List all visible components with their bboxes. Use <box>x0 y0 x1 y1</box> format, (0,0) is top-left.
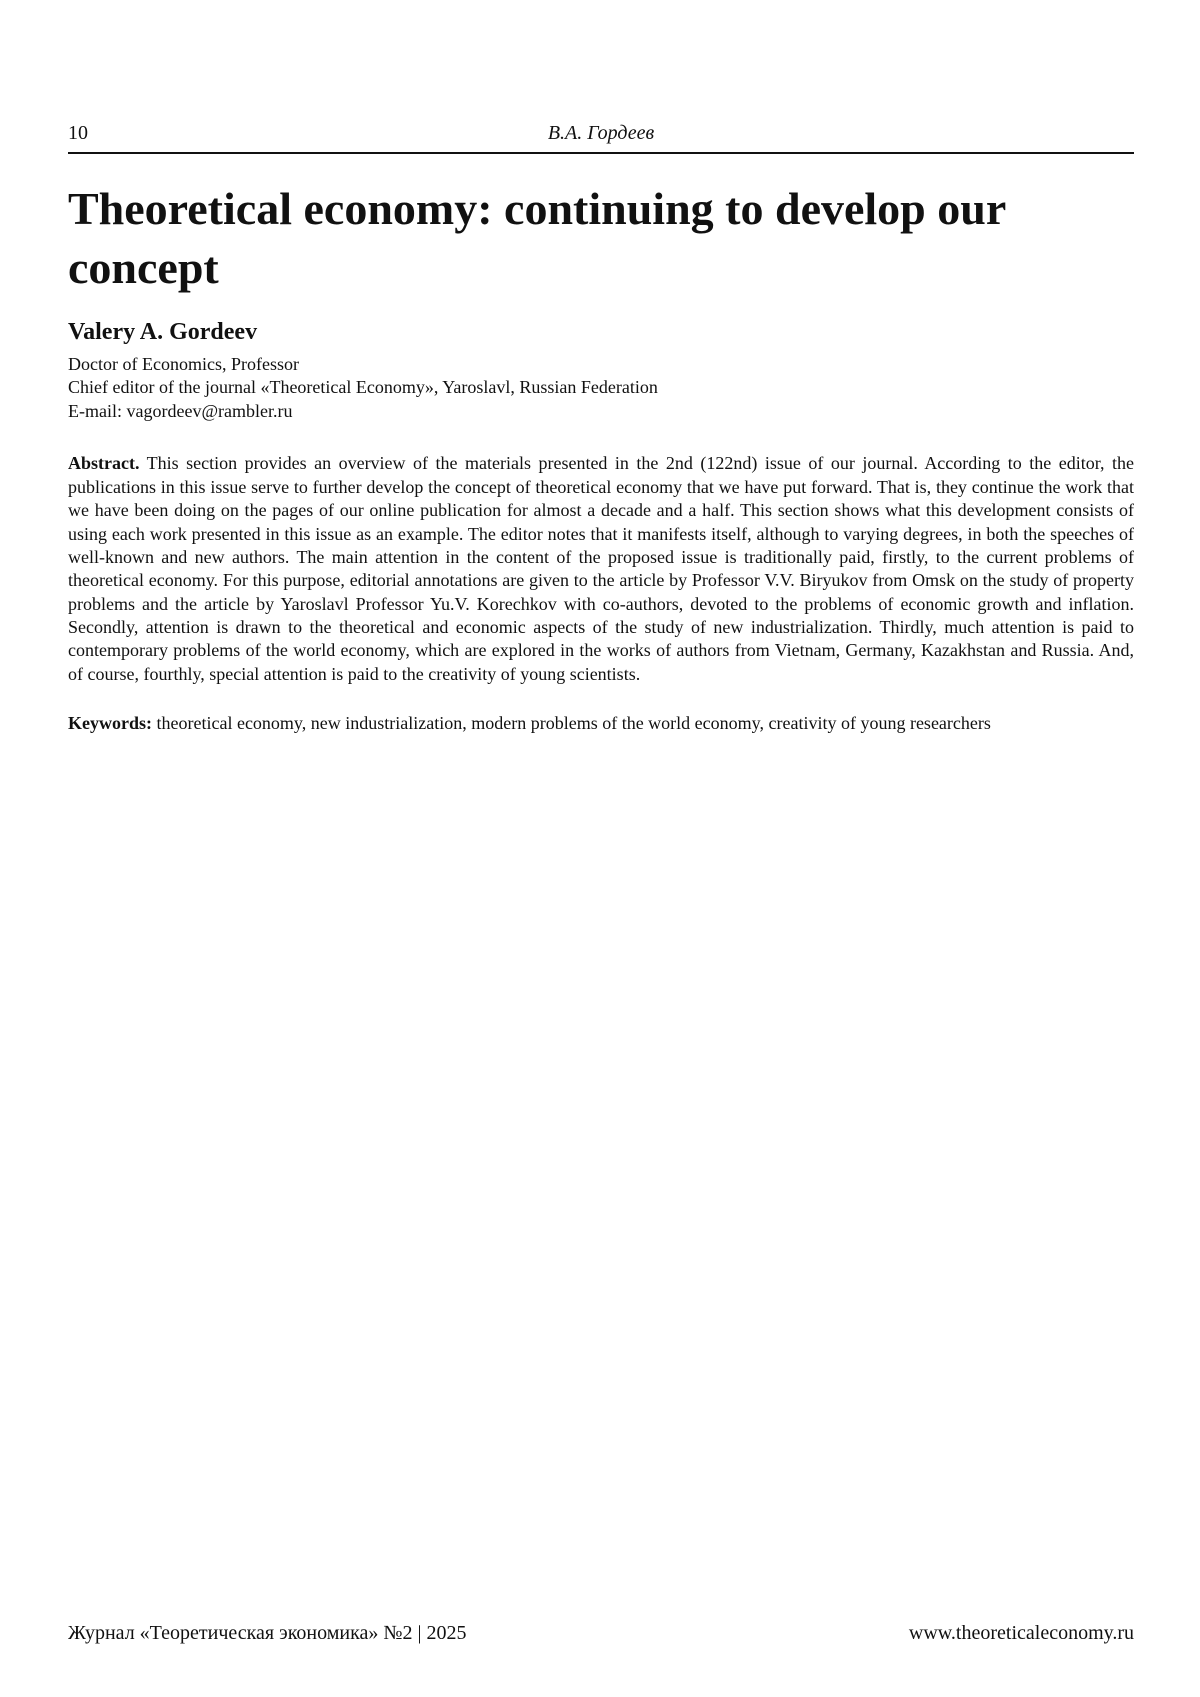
running-header <box>68 122 1134 154</box>
author-degree: Doctor of Economics, Professor <box>68 353 299 374</box>
footer-journal-issue: Журнал «Теоретическая экономика» №2 | 2025 <box>68 1622 467 1644</box>
author-block <box>68 353 1134 425</box>
author-affiliation: Chief editor of the journal «Theoretical Economy», Yaroslavl, Russian Federation <box>68 377 658 398</box>
abstract-label: Abstract. <box>68 453 140 474</box>
footer-website: www.theoreticaleconomy.ru <box>908 1622 1134 1644</box>
author-email: E-mail: vagordeev@rambler.ru <box>68 401 293 422</box>
keywords-line <box>68 712 1134 735</box>
keywords-text: theoretical economy, new industrialization, modern problems of the world economy, creativity of young researchers <box>152 713 991 734</box>
abstract-paragraph <box>68 452 1134 686</box>
page-content <box>68 0 1134 754</box>
keywords-label: Keywords: <box>68 713 152 734</box>
running-head-author: В.А. Гордеев <box>547 122 655 144</box>
page-number: 10 <box>68 122 88 144</box>
article-title: Theoretical economy: continuing to develop our concept <box>68 183 1006 293</box>
page-footer <box>68 1622 1134 1645</box>
abstract-text: This section provides an overview of the materials presented in the 2nd (122nd) issue of our journal. According to the editor, the publications in this issue serve to further develop the concept of theoretical economy that we have put forward. That is, they continue the work that we have been doing on the pages of our online publication for almost a decade and a half. This section shows what this development consists of using each work presented in this issue as an example. The editor notes that it manifests itself, although to varying degrees, in both the speeches of well-known and new authors. The main attention in the content of the proposed issue is traditionally paid, firstly, to the current problems of theoretical economy. For this purpose, editorial annotations are given to the article by Professor V.V. Biryukov from Omsk on the study of property problems and the article by Yaroslavl Professor Yu.V. Korechkov with co-authors, devoted to the problems of economic growth and inflation. Secondly, attention is drawn to the theoretical and economic aspects of the study of new industrialization. Thirdly, much attention is paid to contemporary problems of the world economy, which are explored in the works of authors from Vietnam, Germany, Kazakhstan and Russia. And, of course, fourthly, special attention is paid to the creativity of young scientists. <box>68 453 1134 684</box>
author-name: Valery A. Gordeev <box>68 318 258 345</box>
